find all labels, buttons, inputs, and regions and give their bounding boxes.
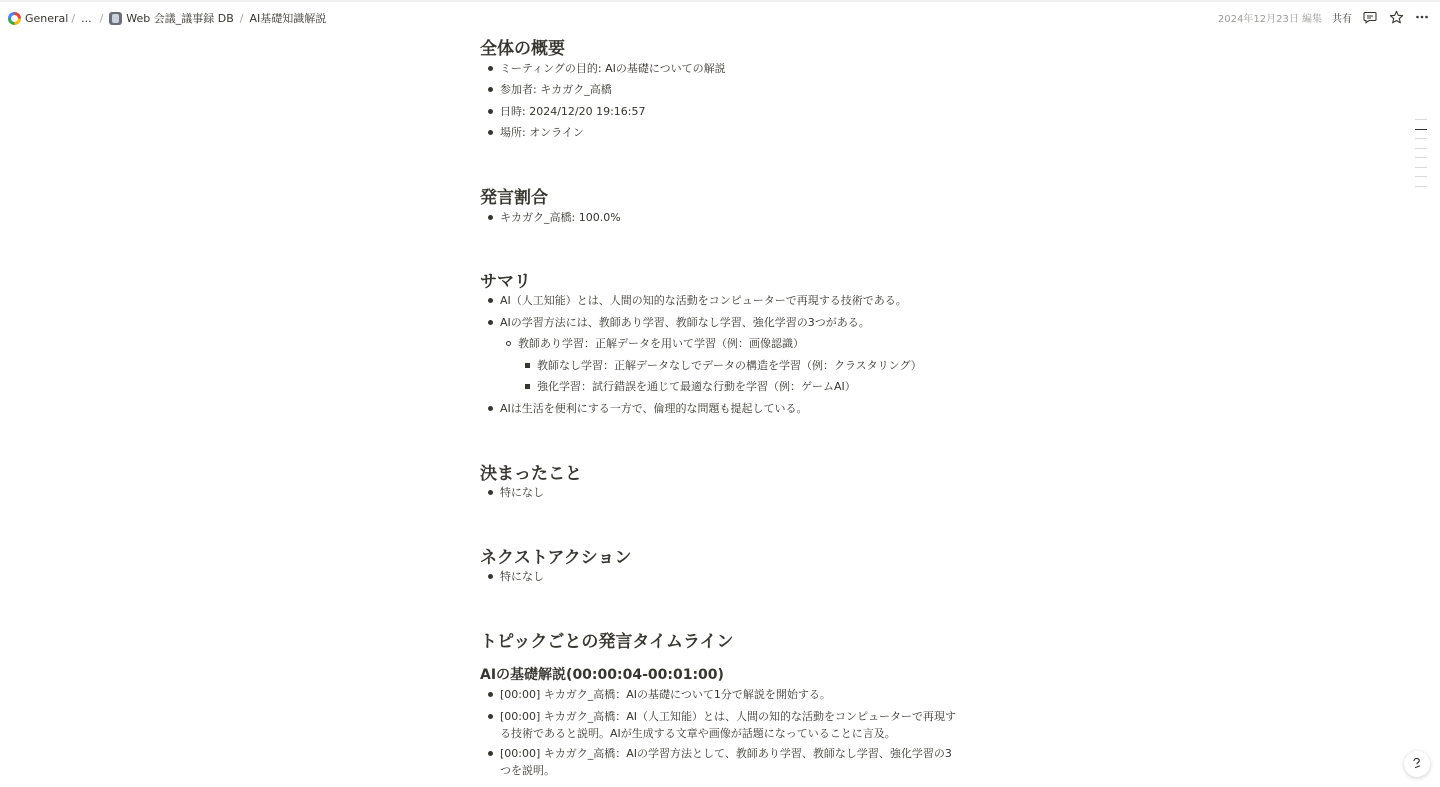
breadcrumb-database[interactable]: [109, 10, 234, 26]
toc-line[interactable]: [1415, 148, 1427, 149]
help-icon: [1410, 756, 1424, 773]
breadcrumb-database-label: Web 会議_議事録 DB: [126, 12, 234, 25]
more-icon[interactable]: [1414, 9, 1430, 25]
workspace-logo-icon: [8, 12, 21, 25]
breadcrumb-workspace-label: General: [25, 11, 69, 25]
toc-line-active[interactable]: [1415, 129, 1427, 130]
heading-ratio: 発言割合: [480, 188, 548, 208]
list-item: AI（人工知能）とは、人間の知的な活動をコンピューターで再現する技術である。: [500, 292, 907, 309]
heading-overview: 全体の概要: [480, 39, 565, 59]
list-item: [00:00] キカガク_高橋：AIの基礎について1分で解説を開始する。: [500, 686, 960, 703]
breadcrumb-workspace[interactable]: [8, 12, 68, 25]
toc-line[interactable]: [1415, 176, 1427, 177]
heading-next-action: ネクストアクション: [480, 548, 632, 568]
star-icon[interactable]: [1388, 9, 1404, 25]
heading-summary: サマリ: [480, 272, 531, 292]
help-button[interactable]: [1404, 751, 1430, 777]
toc-line[interactable]: [1415, 157, 1427, 158]
breadcrumb-separator: /: [71, 11, 76, 25]
breadcrumb-separator: /: [239, 11, 244, 25]
toc-line[interactable]: [1415, 138, 1427, 139]
share-button[interactable]: 共有: [1332, 13, 1352, 25]
list-item: AIの学習方法には、教師あり学習、教師なし学習、強化学習の3つがある。: [500, 314, 870, 331]
last-edited-label: 2024年12月23日 編集: [1217, 13, 1322, 25]
list-item: 場所: オンライン: [500, 124, 584, 141]
list-item: 教師なし学習：正解データなしでデータの構造を学習（例：クラスタリング）: [537, 357, 922, 374]
list-item: ミーティングの目的: AIの基礎についての解説: [500, 60, 726, 77]
breadcrumb-page[interactable]: AI基礎知識解説: [249, 12, 327, 25]
heading-decisions: 決まったこと: [480, 464, 582, 484]
list-item: 参加者: キカガク_高橋: [500, 81, 612, 98]
list-item: AIは生活を便利にする一方で、倫理的な問題も提起している。: [500, 400, 808, 417]
list-item: [00:00] キカガク_高橋：AI（人工知能）とは、人間の知的な活動をコンピューターで再現する技術であると説明。AIが生成する文章や画像が話題になっていることに言及。: [500, 708, 960, 742]
heading-timeline: トピックごとの発言タイムライン: [480, 632, 734, 652]
breadcrumb: [8, 10, 326, 26]
comment-icon[interactable]: [1362, 9, 1378, 25]
database-icon: [109, 12, 122, 25]
toc-line[interactable]: [1415, 186, 1427, 187]
toc-line[interactable]: [1415, 119, 1427, 120]
list-item: 教師あり学習：正解データを用いて学習（例：画像認識）: [518, 335, 804, 352]
list-item: [00:00] キカガク_高橋：AIの学習方法として、教師あり学習、教師なし学習、強化学習の3つを説明。: [500, 745, 960, 779]
list-item: 特になし: [500, 484, 544, 501]
table-of-contents-minimap[interactable]: [1415, 119, 1427, 195]
list-item: 強化学習：試行錯誤を通じて最適な行動を学習（例：ゲームAI）: [537, 378, 856, 395]
breadcrumb-separator: /: [99, 11, 104, 25]
breadcrumb-ellipsis[interactable]: ...: [81, 11, 92, 25]
list-item: 特になし: [500, 568, 544, 585]
list-item: キカガク_高橋: 100.0%: [500, 209, 621, 226]
top-bar: [0, 0, 1440, 32]
list-item: 日時: 2024/12/20 19:16:57: [500, 103, 646, 120]
toc-line[interactable]: [1415, 167, 1427, 168]
subheading-topic: AIの基礎解説(00:00:04-00:01:00): [480, 667, 724, 683]
